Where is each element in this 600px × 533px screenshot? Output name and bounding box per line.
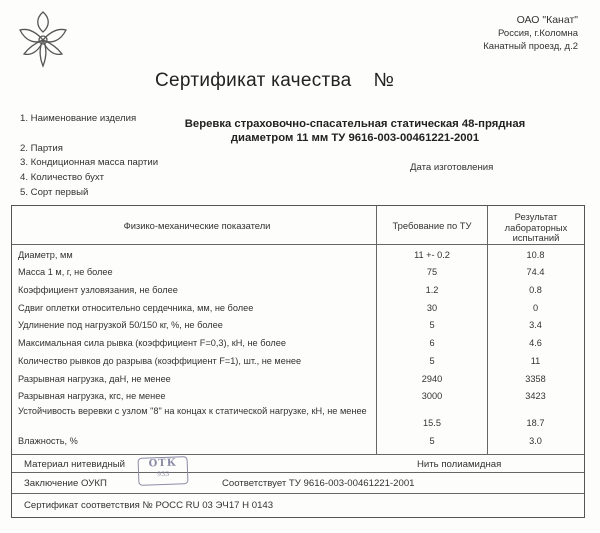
result-cell: 10.8	[526, 250, 545, 260]
document-title	[155, 70, 394, 92]
title-number-sign: №	[373, 70, 395, 91]
company-name: ОАО "Канат"	[516, 14, 578, 26]
manufacture-date-label: Дата изготовления	[410, 162, 494, 173]
param-cell: Диаметр, мм	[18, 250, 73, 260]
material-label: Материал нитевидный	[24, 459, 126, 470]
result-cell: 3423	[525, 391, 546, 401]
field-coil-count: 4. Количество бухт	[20, 172, 105, 183]
result-cell: 3358	[525, 374, 546, 384]
param-cell: Разрывная нагрузка, даН, не менее	[18, 374, 171, 384]
result-cell: 3.0	[529, 436, 542, 446]
param-cell: Масса 1 м, г, не более	[18, 267, 113, 277]
table-row	[12, 354, 584, 371]
title-text: Сертификат качества	[155, 70, 352, 91]
result-cell: 74.4	[526, 267, 545, 277]
otk-stamp	[138, 456, 189, 486]
company-address: Канатный проезд, д.2	[483, 41, 578, 52]
requirement-cell: 5	[429, 356, 435, 366]
table-row	[12, 301, 584, 318]
requirement-cell: 11 +- 0.2	[414, 250, 450, 260]
requirement-cell: 1.2	[425, 285, 439, 295]
result-cell: 4.6	[529, 338, 542, 348]
table-row	[12, 283, 584, 300]
requirement-cell: 6	[429, 338, 435, 348]
stamp-line1: ОТК	[148, 457, 178, 470]
header-result: Результат лабораторных испытаний	[504, 211, 568, 243]
header-param: Физико-механические показатели	[123, 220, 271, 231]
param-cell: Коэффициент узловязания, не более	[18, 285, 178, 295]
field-grade: 5. Сорт первый	[20, 187, 89, 198]
result-cell: 0	[532, 303, 539, 313]
conclusion-label: Заключение ОУКП	[24, 478, 107, 489]
company-logo	[14, 8, 72, 70]
row-divider	[12, 493, 584, 494]
table-row	[12, 406, 584, 436]
result-cell: 0.8	[529, 285, 542, 295]
company-city: Россия, г.Коломна	[498, 28, 578, 39]
param-cell: Количество рывков до разрыва (коэффициент F=1), шт., не менее	[18, 356, 302, 366]
param-cell: Максимальная сила рывка (коэффициент F=0,3), кН, не более	[18, 338, 286, 348]
row-divider	[12, 454, 584, 455]
requirement-cell: 5	[429, 436, 435, 446]
table-row	[12, 265, 584, 282]
requirement-cell: 15.5	[423, 418, 441, 428]
param-cell: Влажность, %	[18, 436, 78, 446]
requirement-cell: 30	[426, 303, 438, 313]
param-cell: Удлинение под нагрузкой 50/150 кг, %, не более	[18, 320, 223, 330]
result-cell: 3.4	[529, 320, 542, 330]
result-cell: 11	[530, 356, 541, 366]
product-name: Веревка страховочно-спасательная статическая 48-прядная диаметром 11 мм ТУ 9616-003-00461221-2001	[184, 118, 526, 144]
company-block	[483, 14, 578, 53]
material-value: Нить полиамидная	[417, 459, 502, 470]
requirement-cell: 75	[426, 267, 438, 277]
certificate-of-conformity: Сертификат соответствия № РОСС RU 03 ЭЧ17 Н 0143	[24, 500, 274, 511]
param-cell: Устойчивость веревки с узлом "8" на концах к статической нагрузке, кН, не менее	[18, 406, 367, 416]
table-row	[12, 336, 584, 353]
table-row	[12, 389, 584, 406]
header-divider	[12, 244, 584, 245]
field-batch: 2. Партия	[20, 143, 63, 154]
results-table	[11, 205, 585, 518]
table-row	[12, 318, 584, 335]
stamp-line2: 933	[156, 469, 170, 479]
param-cell: Разрывная нагрузка, кгс, не менее	[18, 391, 166, 401]
conclusion-value: Соответствует ТУ 9616-003-00461221-2001	[222, 478, 415, 489]
result-cell: 18.7	[526, 418, 545, 428]
requirement-cell: 2940	[421, 374, 443, 384]
table-row	[12, 434, 584, 451]
requirement-cell: 3000	[421, 391, 443, 401]
header-requirement: Требование по ТУ	[392, 220, 472, 231]
table-row	[12, 372, 584, 389]
field-batch-mass: 3. Кондиционная масса партии	[20, 157, 159, 168]
param-cell: Сдвиг оплетки относительно сердечника, мм, не более	[18, 303, 254, 313]
requirement-cell: 5	[429, 320, 435, 330]
field-product-name: 1. Наименование изделия	[20, 113, 137, 124]
table-row	[12, 248, 584, 265]
row-divider	[12, 472, 584, 473]
